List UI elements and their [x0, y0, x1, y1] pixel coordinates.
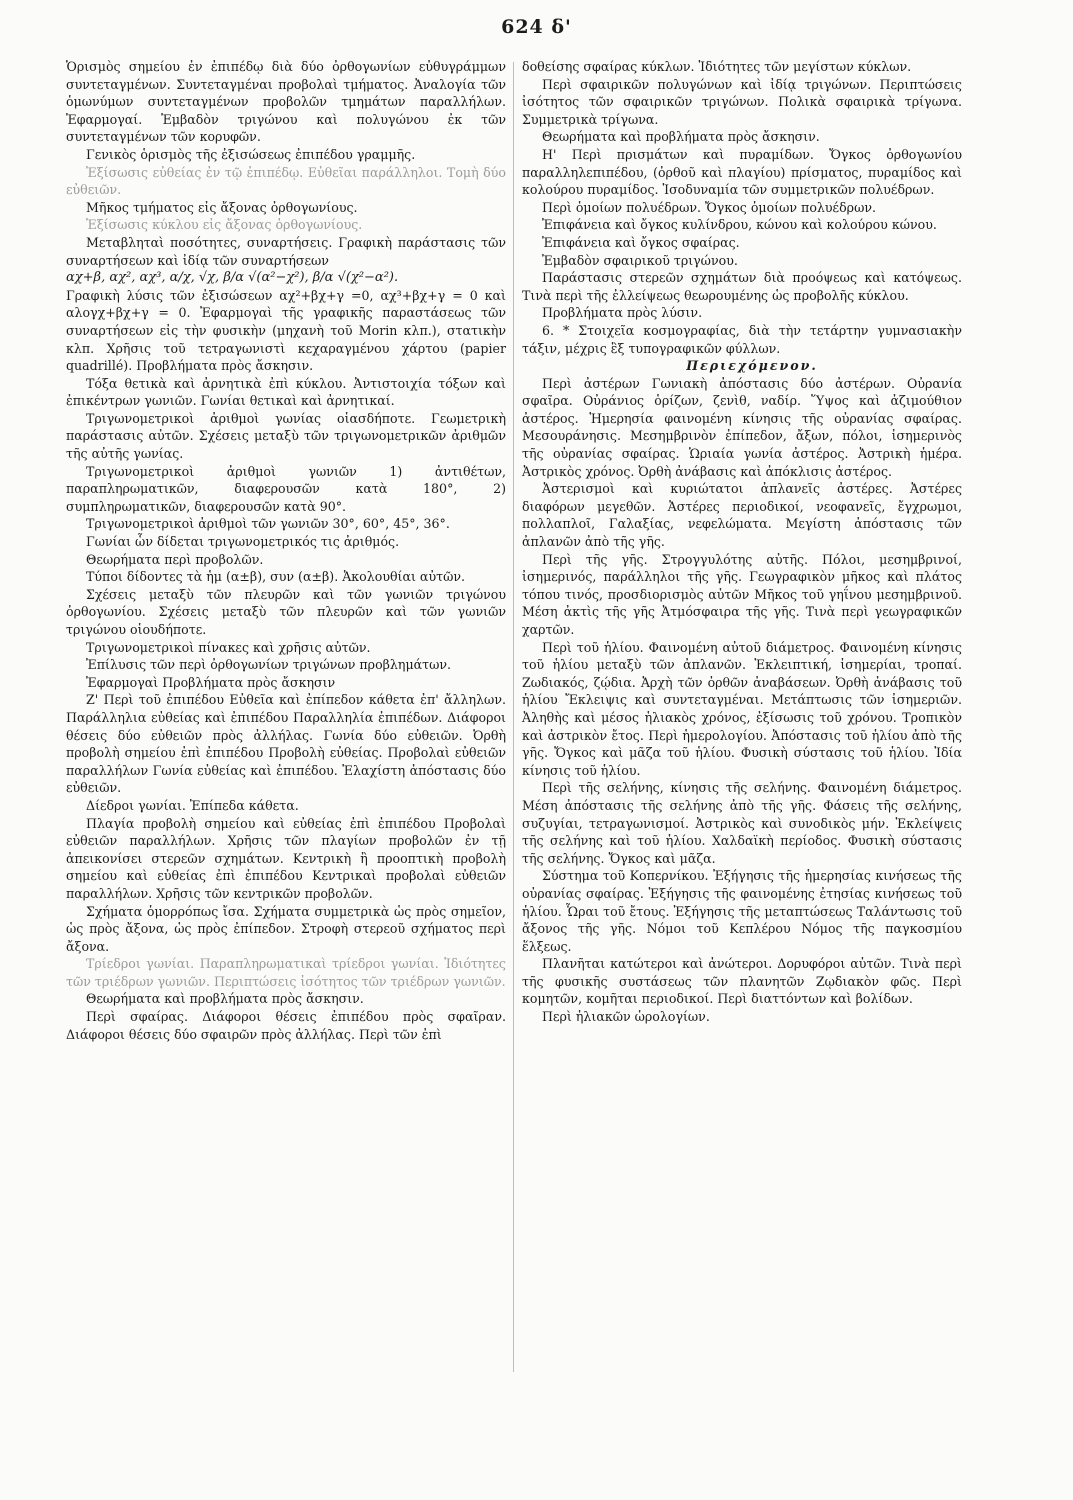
paragraph: Τύποι δίδοντες τὰ ἡμ (α±β), συν (α±β). Ἀκολουθίαι αὐτῶν. — [86, 569, 465, 585]
paragraph: Περὶ ἡλιακῶν ὡρολογίων. — [542, 1009, 710, 1025]
page-number: 624 δ' — [501, 16, 572, 38]
section-heading: 6. * Στοιχεῖα κοσμογραφίας, διὰ τὴν τετάρτην γυμνασιακὴν τάξιν, μέχρις ἓξ τυπογραφικῶν φύλλων. — [522, 322, 962, 356]
paragraph: Περὶ τοῦ ἡλίου. Φαινομένη αὐτοῦ διάμετρος. Φαινομένη κίνησις τοῦ ἡλίου μεταξὺ τῶν ἀπλανῶν. Ἐκλειπτική, ἰσημερίαι, τροπαί. Ζωδιακός, ζῴδια. Ἀρχὴ τῶν ὀρθῶν ἀναβάσεων. Ὀρθὴ ἀνάβασις τοῦ ἡλίου Ἔκλειψις καὶ συντεταγμέναι. Μετάπτωσις τῶν ἰσημεριῶν. Ἀληθὴς καὶ μέσος ἡλιακὸς χρόνος, ἐξίσωσις τοῦ χρόνου. Τροπικὸν καὶ ἀστρικὸν ἔτος. Περὶ ἡμερολογίου. Ἀπόστασις τοῦ ἡλίου ἀπὸ τῆς γῆς. Ὄγκος καὶ μᾶζα τοῦ ἡλίου. Φυσικὴ σύστασις τοῦ ἡλίου. Ἰδία κίνησις τοῦ ἡλίου. — [522, 639, 962, 778]
paragraph: Τρίεδροι γωνίαι. Παραπληρωματικαὶ τρίεδροι γωνίαι. Ἰδιότητες τῶν τριέδρων γωνιῶν. Περιπτώσεις ἰσότητος τῶν τριέδρων γωνιῶν. — [66, 956, 506, 989]
paragraph: Σχήματα ὁμορρόπως ἴσα. Σχήματα συμμετρικὰ ὡς πρὸς σημεῖον, ὡς πρὸς ἄξονα, ὡς πρὸς ἐπίπεδον. Στροφὴ στερεοῦ σχήματος περὶ ἄξονα. — [66, 903, 506, 954]
paragraph: Γενικὸς ὁρισμὸς τῆς ἐξισώσεως ἐπιπέδου γραμμῆς. — [86, 146, 416, 162]
paragraph: Θεωρήματα περὶ προβολῶν. — [86, 551, 264, 567]
paragraph: Τόξα θετικὰ καὶ ἀρνητικὰ ἐπὶ κύκλου. Ἀντιστοιχία τόξων καὶ ἐπικέντρων γωνιῶν. Γωνίαι θετικαὶ καὶ ἀρνητικαί. — [66, 375, 506, 409]
paragraph: Τριγωνομετρικοὶ ἀριθμοὶ γωνιῶν 1) ἀντιθέτων, παραπληρωματικῶν, διαφερουσῶν κατὰ 180°, 2) συμπληρωματικῶν, διαφερουσῶν κατὰ 90°. — [66, 463, 506, 514]
paragraph: Ἐπίλυσις τῶν περὶ ὀρθογωνίων τριγώνων προβλημάτων. — [86, 657, 452, 673]
paragraph: Τριγωνομετρικοὶ πίνακες καὶ χρῆσις αὐτῶν. — [86, 639, 371, 655]
paragraph: Ὁρισμὸς σημείου ἐν ἐπιπέδῳ διὰ δύο ὀρθογωνίων εὐθυγράμμων συντεταγμένων. Συντεταγμέναι προβολαὶ τμήματος. Ἀναλογία τῶν ὁμωνύμων συντεταγμένων προβολῶν τμημάτων παραλλήλων. Ἐφαρμογαί. Ἐμβαδὸν τριγώνου καὶ πολυγώνου ἐκ τῶν συντεταγμένων τῶν κορυφῶν. — [66, 59, 506, 145]
paragraph: Ἐξίσωσις εὐθείας ἐν τῷ ἐπιπέδῳ. Εὐθεῖαι παράλληλοι. Τομὴ δύο εὐθειῶν. — [66, 164, 506, 198]
paragraph: Τριγωνομετρικοὶ ἀριθμοὶ τῶν γωνιῶν 30°, 60°, 45°, 36°. — [86, 516, 450, 532]
paragraph: δοθείσης σφαίρας κύκλων. Ἰδιότητες τῶν μεγίστων κύκλων. — [522, 59, 912, 74]
paragraph: Πλαγία προβολὴ σημείου καὶ εὐθείας ἐπὶ ἐπιπέδου Προβολαὶ εὐθειῶν παραλλήλων. Χρῆσις τῶν πλαγίων προβολῶν ἐν τῇ ἀπεικονίσει στερεῶν σχημάτων. Κεντρικὴ ἢ προοπτικὴ προβολὴ σημείου καὶ εὐθείας ἐπὶ ἐπιπέδου Κεντρικαὶ προβολαὶ εὐθειῶν παραλλήλων. Χρῆσις τῶν κεντρικῶν προβολῶν. — [66, 815, 506, 901]
paragraph: Παράστασις στερεῶν σχημάτων διὰ προόψεως καὶ κατόψεως. Τινὰ περὶ τῆς ἐλλείψεως θεωρουμένης ὡς προβολῆς κύκλου. — [522, 270, 962, 303]
paragraph: Ζ' Περὶ τοῦ ἐπιπέδου Εὐθεῖα καὶ ἐπίπεδον κάθετα ἐπ' ἄλληλων. Παράλληλια εὐθείας καὶ ἐπιπέδου Παραλληλία ἐπιπέδων. Διάφοροι θέσεις δύο εὐθειῶν πρὸς ἀλλήλας. Γωνία δύο εὐθειῶν. Ὀρθὴ προβολὴ σημείου ἐπὶ ἐπιπέδου Προβολὴ εὐθείας. Προβολαὶ εὐθειῶν παραλλήλων Γωνία εὐθείας καὶ ἐπιπέδου. Ἐλαχίστη ἀπόστασις δύο εὐθειῶν. — [66, 692, 506, 796]
paragraph: Μῆκος τμήματος εἰς ἄξονας ὀρθογωνίους. — [86, 199, 358, 215]
paragraph: Πλανῆται κατώτεροι καὶ ἀνώτεροι. Δορυφόροι αὐτῶν. Τινὰ περὶ τῆς φυσικῆς συστάσεως τῶν πλανητῶν Ζῳδιακὸν φῶς. Περὶ κομητῶν, κομῆται περιοδικοί. Περὶ διαττόντων καὶ βολίδων. — [522, 956, 962, 1007]
formula-line: αχ+β, αχ², αχ³, α/χ, √χ, β/α √(α²−χ²), β/α √(χ²−α²). — [66, 270, 399, 286]
column-divider — [513, 62, 514, 1372]
paragraph: Ἐπιφάνεια καὶ ὄγκος κυλίνδρου, κώνου καὶ κολούρου κώνου. — [542, 217, 937, 233]
contents-heading: Περιεχόμενον. — [686, 358, 818, 374]
paragraph: Περὶ τῆς σελήνης, κίνησις τῆς σελήνης. Φαινομένη διάμετρος. Μέση ἀπόστασις τῆς σελήνης ἀπὸ τῆς γῆς. Φάσεις τῆς σελήνης, συζυγίαι, τετραγωνισμοί. Ἀστρικὸς καὶ συνοδικὸς μήν. Ἐκλείψεις τῆς σελήνης καὶ τοῦ ἡλίου. Χαλδαϊκὴ περίοδος. Φυσικὴ σύστασις τῆς σελήνης. Ὄγκος καὶ μᾶζα. — [522, 780, 962, 866]
paragraph: Περὶ ἀστέρων Γωνιακὴ ἀπόστασις δύο ἀστέρων. Οὐρανία σφαῖρα. Οὐράνιος ὁρίζων, ζενὶθ, ναδίρ. Ὕψος καὶ ἀζιμούθιον ἀστέρος. Ἡμερησία φαινομένη κίνησις τῆς οὐρανίας σφαίρας. Μεσουράνησις. Μεσημβρινὸν ἐπίπεδον, ἄξων, πόλοι, ἰσημερινὸς τῆς οὐρανίας σφαίρας. Ὡριαία γωνία ἀστέρος. Ἀστρικὴ ἡμέρα. Ἀστρικὸς χρόνος. Ὀρθὴ ἀνάβασις καὶ ἀπόκλισις ἀστέρος. — [522, 375, 962, 479]
paragraph: Δίεδροι γωνίαι. Ἐπίπεδα κάθετα. — [86, 797, 299, 813]
paragraph: Η' Περὶ πρισμάτων καὶ πυραμίδων. Ὄγκος ὀρθογωνίου παραλληλεπιπέδου, (ὀρθοῦ καὶ πλαγίου) πρίσματος, πυραμίδος καὶ κολούρου πυραμίδος. Ἰσοδυναμία τῶν συμμετρικῶν πολυέδρων. — [522, 146, 962, 198]
paragraph: Μεταβληταὶ ποσότητες, συναρτήσεις. Γραφικὴ παράστασις τῶν συναρτήσεων καὶ ἰδίᾳ τῶν συναρτήσεων — [66, 234, 506, 268]
paragraph: Ἐπιφάνεια καὶ ὄγκος σφαίρας. — [542, 234, 740, 250]
paragraph: Θεωρήματα καὶ προβλήματα πρὸς ἄσκησιν. — [86, 991, 364, 1007]
paragraph: Περὶ σφαίρας. Διάφοροι θέσεις ἐπιπέδου πρὸς σφαῖραν. Διάφοροι θέσεις δύο σφαιρῶν πρὸς ἀλλήλας. Περὶ τῶν ἐπὶ — [66, 1009, 506, 1042]
paragraph: Ἐμβαδὸν σφαιρικοῦ τριγώνου. — [542, 252, 738, 268]
paragraph: Ἐφαρμογαὶ Προβλήματα πρὸς ἄσκησιν — [86, 674, 336, 690]
paragraph: Σχέσεις μεταξὺ τῶν πλευρῶν καὶ τῶν γωνιῶν τριγώνου ὀρθογωνίου. Σχέσεις μεταξὺ τῶν πλευρῶν καὶ τῶν γωνιῶν τριγώνου οἱουδήποτε. — [66, 586, 506, 637]
paragraph: Περὶ σφαιρικῶν πολυγώνων καὶ ἰδίᾳ τριγώνων. Περιπτώσεις ἰσότητος τῶν σφαιρικῶν τριγώνων. Πολικὰ σφαιρικὰ τρίγωνα. Συμμετρικὰ τρίγωνα. — [522, 76, 962, 127]
paragraph: Σύστημα τοῦ Κοπερνίκου. Ἐξήγησις τῆς ἡμερησίας κινήσεως τῆς οὐρανίας σφαίρας. Ἐξήγησις τῆς φαινομένης ἐτησίας κινήσεως τοῦ ἡλίου. Ὧραι τοῦ ἔτους. Ἐξήγησις τῆς μεταπτώσεως Ταλάντωσις τοῦ ἄξονος τῆς γῆς. Νόμοι τοῦ Κεπλέρου Νόμος τῆς παγκοσμίου ἕλξεως. — [522, 868, 962, 954]
paragraph: Γωνίαι ὧν δίδεται τριγωνομετρικός τις ἀριθμός. — [86, 534, 400, 550]
paragraph: Περὶ τῆς γῆς. Στρογγυλότης αὐτῆς. Πόλοι, μεσημβρινοί, ἰσημερινός, παράλληλοι τῆς γῆς. Γεωγραφικὸν μῆκος καὶ πλάτος τόπου τινός, προσδιορισμὸς αὐτῶν Μῆκος τοῦ γηΐνου μεσημβρινοῦ. Μέση ἀκτὶς τῆς γῆς Ἀτμόσφαιρα τῆς γῆς. Τινὰ περὶ γεωγραφικῶν χαρτῶν. — [522, 551, 962, 637]
paragraph: Προβλήματα πρὸς λύσιν. — [542, 305, 703, 321]
paragraph: Ἐξίσωσις κύκλου εἰς ἄξονας ὀρθογωνίους. — [86, 217, 363, 233]
right-column — [522, 58, 962, 1026]
paragraph: Γραφικὴ λύσις τῶν ἐξισώσεων αχ²+βχ+γ =0, αχ³+βχ+γ = 0 καὶ αλογχ+βχ+γ = 0. Ἐφαρμογαὶ τῆς γραφικῆς παραστάσεως τῶν συναρτήσεων εἰς τὴν φυσικὴν (μηχανὴ τοῦ Morin κλπ.), στατικὴν κλπ. Χρῆσις τοῦ τετραγωνιστὶ κεχαραγμένου χάρτου (papier quadrillé). Προβλήματα πρὸς ἄσκησιν. — [66, 287, 506, 374]
paragraph: Ἀστερισμοὶ καὶ κυριώτατοι ἀπλανεῖς ἀστέρες. Ἀστέρες διαφόρων μεγεθῶν. Ἀστέρες περιοδικοί, νεοφανεῖς, ἔγχρωμοι, πολλαπλοῖ, Γαλαξίας, νεφελώματα. Μεγίστη ἀπόστασις τῶν ἀπλανῶν ἀπὸ τῆς γῆς. — [522, 481, 962, 550]
left-column — [66, 58, 506, 1043]
paragraph: Τριγωνομετρικοὶ ἀριθμοὶ γωνίας οἱασδήποτε. Γεωμετρικὴ παράστασις αὐτῶν. Σχέσεις μεταξὺ τῶν τριγωνομετρικῶν ἀριθμῶν τῆς αὐτῆς γωνίας. — [66, 410, 506, 462]
paragraph: Θεωρήματα καὶ προβλήματα πρὸς ἄσκησιν. — [542, 129, 820, 145]
paragraph: Περὶ ὁμοίων πολυέδρων. Ὄγκος ὁμοίων πολυέδρων. — [542, 199, 876, 215]
